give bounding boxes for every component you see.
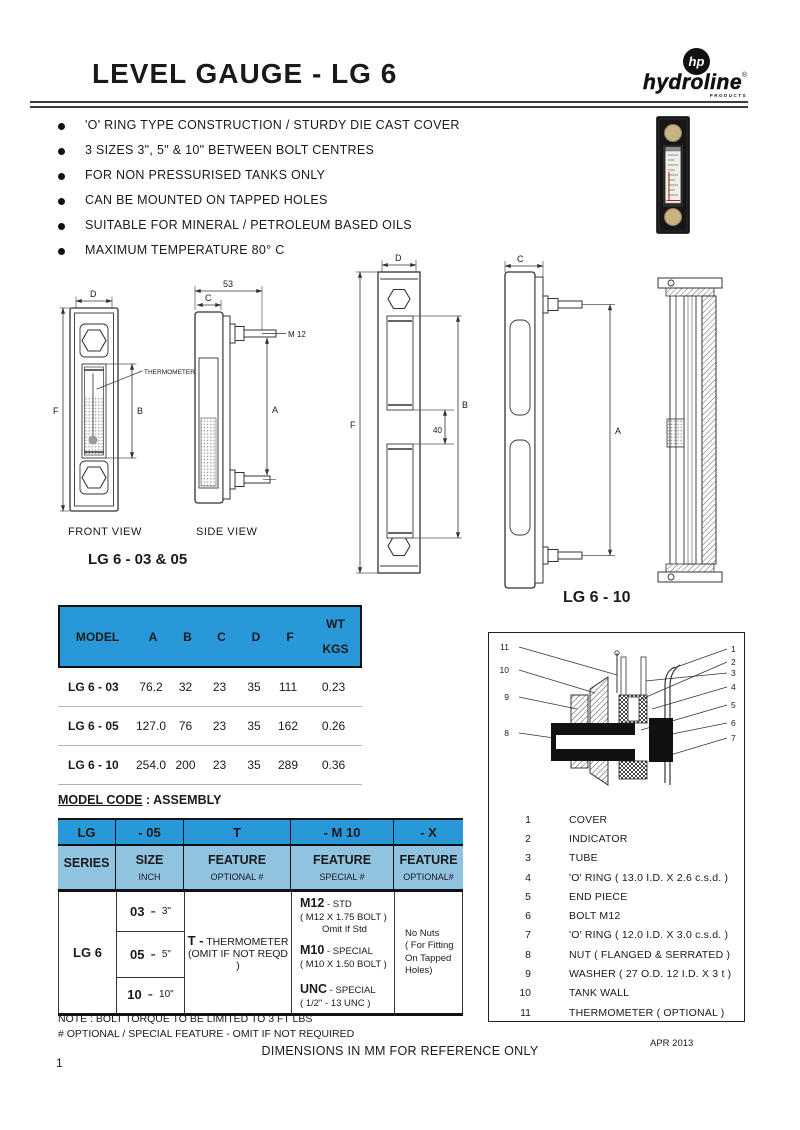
drawing-section-lg610 xyxy=(658,278,722,582)
front-view-caption: FRONT VIEW xyxy=(68,526,142,538)
svg-text:1: 1 xyxy=(731,644,736,654)
dim-label-40: 40 xyxy=(433,426,442,435)
table-notes xyxy=(58,1012,354,1042)
list-item: 9 WASHER ( 27 O.D. 12 I.D. X 3 t ) xyxy=(525,968,732,981)
feature-special-cell xyxy=(291,892,394,1013)
dim-label-d: D xyxy=(395,253,402,263)
svg-text:6: 6 xyxy=(731,718,736,728)
bolt-shaft xyxy=(558,301,582,308)
dim-label-m12: M 12 xyxy=(288,330,306,339)
svg-text:3: 3 xyxy=(731,668,736,678)
svg-text:7: 7 xyxy=(731,733,736,743)
revision-date: APR 2013 xyxy=(650,1038,694,1049)
thermometer-callout: THERMOMETER xyxy=(144,369,195,376)
logo-tagline: PRODUCTS xyxy=(709,93,747,98)
hex-bolt-icon xyxy=(388,290,410,309)
feature-nuts-cell: No Nuts ( For Fitting On Tapped Holes) xyxy=(394,892,464,1013)
svg-text:10: 10 xyxy=(499,665,509,675)
hex-bolt-icon xyxy=(82,330,106,351)
dim-label-b: B xyxy=(137,406,144,416)
drawing-front-view-lg610 xyxy=(350,253,468,573)
dimensions-table xyxy=(58,605,362,785)
lg603-label: LG 6 - 03 & 05 xyxy=(88,551,188,568)
svg-text:5: 5 xyxy=(731,700,736,710)
bullet-icon xyxy=(58,123,65,130)
dim-label-53: 53 xyxy=(223,279,234,289)
dimensions-table-header: MODEL A B C D F WT KGS xyxy=(58,605,362,668)
dim-label-f: F xyxy=(53,406,59,416)
dim-label-a: A xyxy=(615,426,622,436)
size-column xyxy=(116,892,184,1013)
feature-item: CAN BE MOUNTED ON TAPPED HOLES xyxy=(58,193,618,218)
dim-label-b: B xyxy=(462,400,469,410)
logo-monogram-icon: hp xyxy=(683,48,710,75)
table-row: LG 6 - 03 76.2 32 23 35 111 0.23 xyxy=(58,668,362,707)
brass-bolt-bottom xyxy=(665,209,682,226)
logo-name: hydroline xyxy=(643,71,743,94)
size-option: 10 - 10" xyxy=(127,985,174,1003)
list-item: 7 'O' RING ( 12.0 I.D. X 3.0 c.s.d. ) xyxy=(525,929,729,942)
technical-drawings xyxy=(30,250,770,610)
feature-list xyxy=(58,118,618,268)
side-view-caption: SIDE VIEW xyxy=(196,526,258,538)
dim-label-d: D xyxy=(90,289,97,299)
drawing-front-view-lg603 xyxy=(53,289,195,568)
svg-text:4: 4 xyxy=(731,682,736,692)
dim-label-c: C xyxy=(517,254,524,264)
list-item: 1 COVER xyxy=(525,813,608,826)
page-number: 1 xyxy=(56,1056,63,1070)
size-option: 03 - 3" xyxy=(117,892,184,932)
bullet-icon xyxy=(58,198,65,205)
table-row: LG 6 - 05 127.0 76 23 35 162 0.26 xyxy=(58,707,362,746)
hydroline-logo xyxy=(643,48,749,100)
list-item: 3 TUBE xyxy=(525,852,598,865)
lg610-label: LG 6 - 10 xyxy=(563,589,631,606)
bullet-icon xyxy=(58,173,65,180)
list-item: 10 TANK WALL xyxy=(519,987,630,1000)
section-detail-drawing xyxy=(489,633,744,805)
feature-item: FOR NON PRESSURISED TANKS ONLY xyxy=(58,168,618,193)
special-option: M10 - SPECIAL ( M10 X 1.50 BOLT ) xyxy=(300,943,387,970)
parts-box xyxy=(488,632,745,1022)
svg-text:2: 2 xyxy=(731,657,736,667)
dimensions-footnote: DIMENSIONS IN MM FOR REFERENCE ONLY xyxy=(261,1044,539,1058)
feature-item: SUITABLE FOR MINERAL / PETROLEUM BASED OILS xyxy=(58,218,618,243)
model-code-table xyxy=(58,818,463,1016)
product-photo xyxy=(656,116,690,234)
series-cell: LG 6 xyxy=(73,945,102,960)
list-item: 11 THERMOMETER ( OPTIONAL ) xyxy=(520,1006,725,1019)
list-item: 8 NUT ( FLANGED & SERRATED ) xyxy=(525,948,731,961)
svg-text:9: 9 xyxy=(504,692,509,702)
hex-bolt-icon xyxy=(388,537,410,556)
special-option: UNC - SPECIAL ( 1/2" - 13 UNC ) xyxy=(300,981,376,1009)
bullet-icon xyxy=(58,223,65,230)
drawing-side-view-lg610 xyxy=(505,254,631,606)
list-item: 5 END PIECE xyxy=(525,890,628,903)
feature-item: 3 SIZES 3", 5" & 10" BETWEEN BOLT CENTRES xyxy=(58,143,618,168)
model-code-row: LG - 05 T - M 10 - X xyxy=(58,818,463,846)
note-bolt-torque: NOTE : BOLT TORQUE TO BE LIMITED TO 3 FT LBS xyxy=(58,1013,313,1025)
bolt-shaft xyxy=(558,552,582,559)
special-option: M12 - STD ( M12 X 1.75 BOLT ) Omit If Std xyxy=(300,896,387,935)
table-row: LG 6 - 10 254.0 200 23 35 289 0.36 xyxy=(58,746,362,785)
dim-label-a: A xyxy=(272,405,279,415)
size-option: 05 - 5" xyxy=(117,932,184,978)
parts-list xyxy=(489,810,744,1022)
note-optional: # OPTIONAL / SPECIAL FEATURE - OMIT IF NOT REQUIRED xyxy=(58,1028,355,1041)
page-title: LEVEL GAUGE - LG 6 xyxy=(92,58,398,89)
svg-text:8: 8 xyxy=(504,728,509,738)
list-item: 6 BOLT M12 xyxy=(525,910,621,923)
drawing-side-view-lg603 xyxy=(195,279,306,538)
dim-label-c: C xyxy=(205,293,212,303)
model-code-header-row: SERIES SIZE INCH FEATURE OPTIONAL # FEATURE SPECIAL # FEATURE OPTIONAL# xyxy=(58,846,463,892)
feature-item: MAXIMUM TEMPERATURE 80° C xyxy=(58,243,618,268)
list-item: 2 INDICATOR xyxy=(525,832,628,845)
bullet-icon xyxy=(58,148,65,155)
list-item: 4 'O' RING ( 13.0 I.D. X 2.6 c.s.d. ) xyxy=(525,871,729,884)
registered-mark: ® xyxy=(741,72,747,79)
model-code-body xyxy=(58,892,463,1016)
feature-optional-cell: T - THERMOMETER (OMIT IF NOT REQD ) xyxy=(184,892,291,1013)
model-code-heading: MODEL CODE : ASSEMBLY xyxy=(58,793,222,807)
header-divider xyxy=(30,101,748,108)
thermometer-bulb xyxy=(89,436,98,445)
brass-bolt-top xyxy=(665,125,682,142)
svg-text:11: 11 xyxy=(500,642,509,652)
dim-label-f: F xyxy=(350,420,356,430)
feature-item: 'O' RING TYPE CONSTRUCTION / STURDY DIE CAST COVER xyxy=(58,118,618,143)
hex-bolt-icon xyxy=(82,467,106,488)
